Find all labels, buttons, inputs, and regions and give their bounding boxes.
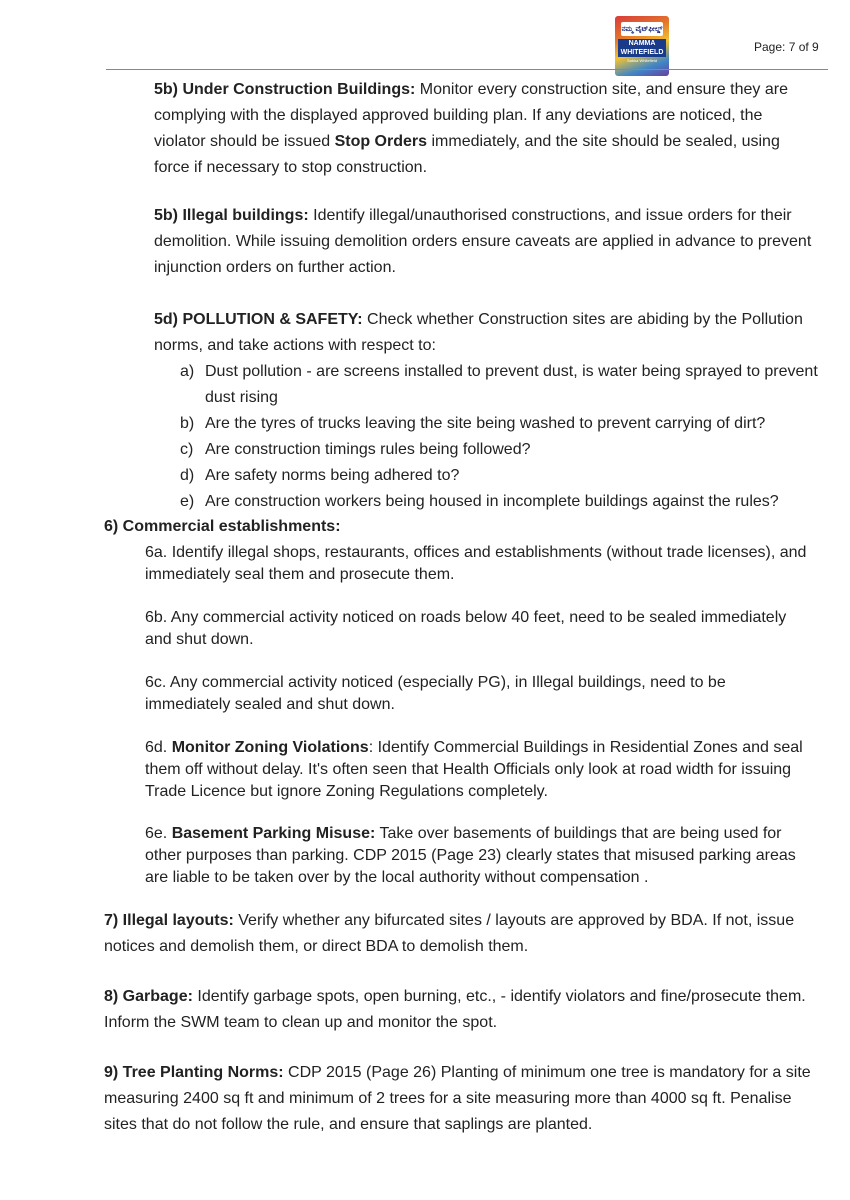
list-text: Are construction timings rules being followed? bbox=[205, 441, 531, 458]
section-6e-title: Basement Parking Misuse: bbox=[171, 825, 376, 842]
section-5d-text: Check whether Construction sites are abiding by the Pollution norms, and take actions with respect to: bbox=[154, 311, 803, 354]
list-item bbox=[180, 489, 820, 515]
list-marker: e) bbox=[180, 493, 195, 510]
section-5b-under-construction bbox=[154, 77, 814, 181]
section-6c: 6c. Any commercial activity noticed (especially PG), in Illegal buildings, need to be immediately sealed and shut down. bbox=[145, 674, 726, 713]
logo-script-text: ನಮ್ಮ ವೈಟ್‌ಫೀಲ್ಡ್ bbox=[621, 22, 663, 36]
list-text: Are the tyres of trucks leaving the site being washed to prevent carrying of dirt? bbox=[205, 415, 766, 432]
section-8-title: 8) Garbage: bbox=[104, 988, 193, 1005]
section-6d-title: Monitor Zoning Violations bbox=[171, 739, 369, 756]
section-6d-text: : Identify Commercial Buildings in Residential Zones and seal them off without delay. It's often seen that Health Officials only look at road width for issuing Trade Licence but ignore Zoning Regulations completely. bbox=[145, 739, 803, 800]
list-text: Dust pollution - are screens installed to prevent dust, is water being sprayed to prevent bbox=[205, 363, 818, 380]
list-item bbox=[180, 437, 820, 463]
section-6d-prefix: 6d. bbox=[145, 739, 172, 756]
list-item bbox=[180, 411, 820, 437]
header-divider bbox=[106, 69, 828, 70]
page-number: Page: 7 of 9 bbox=[754, 40, 819, 54]
section-5d-title: 5d) POLLUTION & SAFETY: bbox=[154, 311, 363, 328]
list-marker: d) bbox=[180, 467, 195, 484]
section-5d-pollution-safety bbox=[154, 307, 814, 359]
logo-tagline: Sabka Whitefield bbox=[626, 58, 657, 63]
namma-whitefield-logo bbox=[615, 16, 669, 76]
list-marker: a) bbox=[180, 363, 195, 380]
list-text-continued: dust rising bbox=[205, 389, 278, 406]
section-6a: 6a. Identify illegal shops, restaurants, offices and establishments (without trade licenses), and immediately seal them and prosecute them. bbox=[145, 544, 807, 583]
section-6d bbox=[145, 737, 815, 803]
list-text: Are construction workers being housed in incomplete buildings against the rules? bbox=[205, 493, 779, 510]
section-5b-illegal-buildings-title: 5b) Illegal buildings: bbox=[154, 207, 309, 224]
section-5b-illegal-buildings bbox=[154, 203, 814, 281]
section-5b-illegal-buildings-text: Identify illegal/unauthorised constructions, and issue orders for their demolition. While issuing demolition orders ensure caveats are applied in advance to prevent injunction orders on further action. bbox=[154, 207, 812, 276]
section-6-title bbox=[104, 516, 804, 538]
stop-orders-term: Stop Orders bbox=[334, 133, 428, 150]
section-9-title: 9) Tree Planting Norms: bbox=[104, 1064, 284, 1081]
logo-line-whitefield: WHITEFIELD bbox=[618, 48, 666, 57]
section-9-text: CDP 2015 (Page 26) Planting of minimum one tree is mandatory for a site measuring 2400 sq ft and minimum of 2 trees for a site measuring more than 4000 sq ft. Penalise sites that do not follow the rule, and ensure that saplings are planted. bbox=[104, 1064, 811, 1133]
section-8-text: Identify garbage spots, open burning, etc., - identify violators and fine/prosecute them. Inform the SWM team to clean up and monitor the spot. bbox=[104, 988, 806, 1031]
section-5b-under-construction-title: 5b) Under Construction Buildings: bbox=[154, 81, 416, 98]
section-6-title-text: 6) Commercial establishments: bbox=[104, 518, 341, 535]
section-9-tree-planting bbox=[104, 1060, 816, 1138]
section-6e-prefix: 6e. bbox=[145, 825, 172, 842]
section-8-garbage bbox=[104, 984, 816, 1036]
logo-line-namma: NAMMA bbox=[618, 39, 666, 48]
section-5b-under-construction-text2: immediately, and the site should be sealed, using force if necessary to stop construction. bbox=[154, 133, 780, 176]
list-marker: c) bbox=[180, 441, 194, 458]
section-7-illegal-layouts bbox=[104, 908, 816, 960]
list-marker: b) bbox=[180, 415, 195, 432]
section-7-title: 7) Illegal layouts: bbox=[104, 912, 234, 929]
section-6b: 6b. Any commercial activity noticed on roads below 40 feet, need to be sealed immediately and shut down. bbox=[145, 609, 787, 648]
section-7-text: Verify whether any bifurcated sites / layouts are approved by BDA. If not, issue notices and demolish them, or direct BDA to demolish them. bbox=[104, 912, 795, 955]
section-6e-text: Take over basements of buildings that are being used for other purposes than parking. CDP 2015 (Page 23) clearly states that misused parking areas are liable to be taken over by the local authority without compensation . bbox=[145, 825, 796, 886]
list-item bbox=[180, 463, 820, 489]
list-item bbox=[180, 359, 820, 411]
section-5b-under-construction-text1: Monitor every construction site, and ensure they are complying with the displayed approved building plan. If any deviations are noticed, the violator should be issued bbox=[154, 81, 788, 150]
section-6e bbox=[145, 823, 815, 889]
list-text: Are safety norms being adhered to? bbox=[205, 467, 460, 484]
